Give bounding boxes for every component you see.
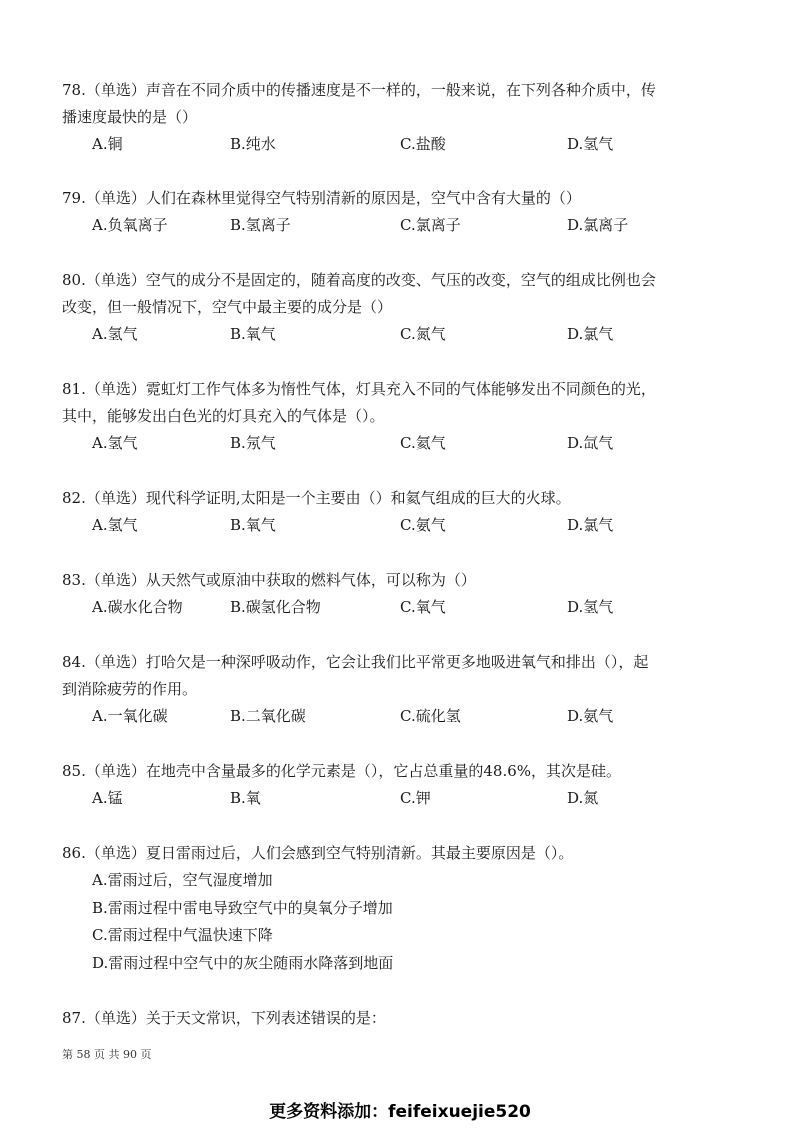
option-c: C.钾: [400, 789, 431, 807]
question-stem-line: 84.（单选）打哈欠是一种深呼吸动作，它会让我们比平常更多地吸进氧气和排出（），起: [62, 653, 649, 671]
option-a: A.碳水化合物: [92, 598, 183, 616]
promo-text: 更多资料添加：feifeixuejie520: [269, 1102, 531, 1122]
option-d: D.氯气: [567, 325, 614, 343]
option-b: B.氧气: [230, 325, 276, 343]
option-b: B.氢离子: [230, 216, 291, 234]
option-c: C.氧气: [400, 598, 446, 616]
option-d: D.氯离子: [567, 216, 629, 234]
question-81: [62, 376, 742, 457]
option-c: C.盐酸: [400, 135, 446, 153]
question-78: [62, 77, 742, 158]
question-86: [62, 840, 742, 977]
option-d: D.氮: [567, 789, 599, 807]
options-row: [62, 321, 742, 348]
option-b: B.碳氢化合物: [230, 598, 321, 616]
option-a: A.一氧化碳: [92, 707, 168, 725]
option-c: C.氨气: [400, 516, 446, 534]
option-b: B.氧气: [230, 516, 276, 534]
option-c: C.氯离子: [400, 216, 461, 234]
option-c: C.雷雨过程中气温快速下降: [92, 926, 273, 944]
options-row: [62, 785, 742, 812]
options-row: [62, 512, 742, 539]
question-stem-line: 83.（单选）从天然气或原油中获取的燃料气体，可以称为（）: [62, 571, 476, 589]
option-d: D.氯气: [567, 516, 614, 534]
option-b: B.氧: [230, 789, 261, 807]
question-stem-line: 85.（单选）在地壳中含量最多的化学元素是（），它占总重量的48.6%，其次是硅。: [62, 762, 622, 780]
option-a: A.氢气: [92, 516, 138, 534]
option-c: C.氮气: [400, 325, 446, 343]
question-79: [62, 185, 742, 239]
option-b: B.雷雨过程中雷电导致空气中的臭氧分子增加: [92, 898, 393, 917]
options-row: [62, 131, 742, 158]
option-c: C.氦气: [400, 434, 446, 452]
option-a: A.铜: [92, 135, 123, 153]
question-stem-line: 81.（单选）霓虹灯工作气体多为惰性气体，灯具充入不同的气体能够发出不同颜色的光，: [62, 380, 656, 398]
question-84: [62, 649, 742, 730]
option-a: A.氢气: [92, 325, 138, 343]
option-b: B.氖气: [230, 434, 276, 452]
question-82: [62, 485, 742, 539]
option-a: A.氢气: [92, 434, 138, 452]
option-a: A.雷雨过后，空气湿度增加: [92, 871, 273, 889]
option-b: B.纯水: [230, 135, 276, 153]
option-a: A.负氧离子: [92, 216, 168, 234]
options-row: [62, 212, 742, 239]
option-d: D.氢气: [567, 598, 614, 616]
question-stem-line: 86.（单选）夏日雷雨过后，人们会感到空气特别清新。其最主要原因是（）。: [62, 844, 574, 862]
question-stem-line: 到消除疲劳的作用。: [62, 680, 198, 698]
question-stem-line: 82.（单选）现代科学证明,太阳是一个主要由（）和氦气组成的巨大的火球。: [62, 489, 571, 507]
option-b: B.二氧化碳: [230, 707, 306, 725]
option-a: A.锰: [92, 789, 123, 807]
question-80: [62, 267, 742, 348]
question-85: [62, 758, 742, 812]
option-d: D.氢气: [567, 135, 614, 153]
question-stem-line: 87.（单选）关于天文常识，下列表述错误的是：: [62, 1009, 386, 1027]
options-row: [62, 703, 742, 730]
question-stem-line: 改变，但一般情况下，空气中最主要的成分是（）: [62, 298, 393, 316]
question-stem-line: 78.（单选）声音在不同介质中的传播速度是不一样的，一般来说，在下列各种介质中，传: [62, 81, 656, 99]
question-stem-line: 播速度最快的是（）: [62, 108, 198, 126]
option-d: D.氨气: [567, 707, 614, 725]
question-stem-line: 80.（单选）空气的成分不是固定的，随着高度的改变、气压的改变，空气的组成比例也会: [62, 271, 656, 289]
options-row: [62, 430, 742, 457]
page-footer: 第 58 页 共 90 页: [62, 1048, 152, 1061]
option-d: D.氙气: [567, 434, 614, 452]
option-d: D.雷雨过程中空气中的灰尘随雨水降落到地面: [92, 953, 394, 972]
options-row: [62, 594, 742, 621]
question-stem-line: 79.（单选）人们在森林里觉得空气特别清新的原因是，空气中含有大量的（）: [62, 189, 581, 207]
question-83: [62, 567, 742, 621]
question-stem-line: 其中，能够发出白色光的灯具充入的气体是（）。: [62, 407, 385, 425]
question-87: [62, 1005, 742, 1032]
option-c: C.硫化氢: [400, 707, 461, 725]
